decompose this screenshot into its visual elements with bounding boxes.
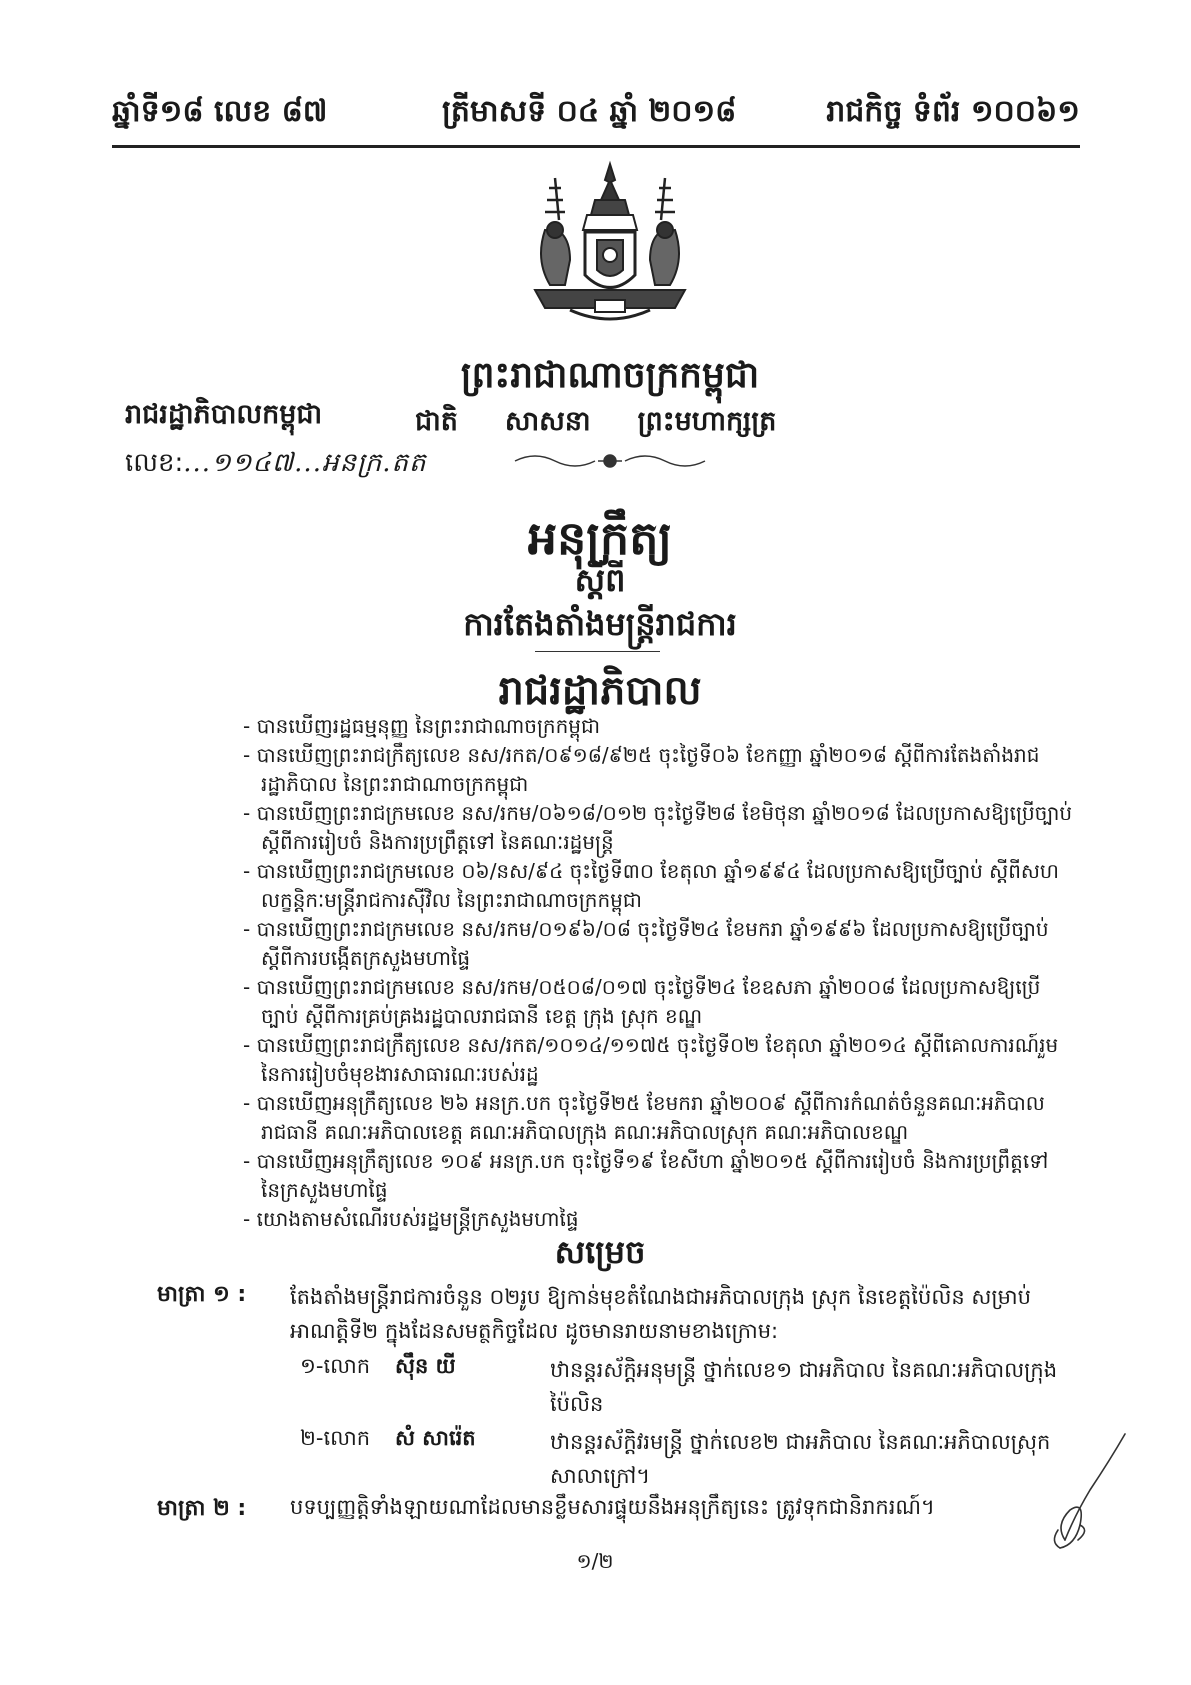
article-1-label: មាត្រា ១ : [157,1282,247,1307]
preamble-list [243,712,1073,1234]
motto-king: ព្រះមហាក្សត្រ [637,406,777,437]
person-1-description: ឋានន្តរស័ក្តិអនុមន្ត្រី ថ្នាក់លេខ១ ជាអភិបាល នៃគណៈអភិបាលក្រុងប៉ៃលិន [550,1358,1058,1416]
preamble-item: - បានឃើញរដ្ឋធម្មនុញ្ញ នៃព្រះរាជាណាចក្រកម្ពុជា [243,714,601,738]
document-subject: ការតែងតាំងមន្ត្រីរាជការ [463,605,737,643]
royal-coat-of-arms-icon [515,160,705,335]
document-number-value: ...១១៤៧...អនក្រ.តត [183,448,427,478]
issuing-authority: រាជរដ្ឋាភិបាល [498,668,702,714]
header-divider [112,145,1080,148]
person-1-number: ១-លោក [300,1354,371,1378]
preamble-item: - បានឃើញព្រះរាជក្រមលេខ នស/រកម/០១៩៦/០៨ ចុះថ្ងៃទី២៤ ខែមករា ឆ្នាំ១៩៩៦ ដែលប្រកាសឱ្យប្រើច្បាប់ ស្តីពីការបង្កើតក្រសួងមហាផ្ទៃ [243,917,1049,970]
preamble-item: - បានឃើញព្រះរាជក្រមលេខ នស/រកម/០៥០៨/០១៧ ចុះថ្ងៃទី២៤ ខែឧសភា ឆ្នាំ២០០៨ ដែលប្រកាសឱ្យប្រើច្បាប់ ស្តីពីការគ្រប់គ្រងរដ្ឋបាលរាជធានី ខេត្ត ក្រុង ស្រុក ខណ្ឌ [243,975,1041,1028]
person-1-name: ស៊ឹន យី [395,1354,456,1378]
preamble-item: - បានឃើញព្រះរាជក្រមលេខ ០៦/នស/៩៤ ចុះថ្ងៃទី៣០ ខែតុលា ឆ្នាំ១៩៩៤ ដែលប្រកាសឱ្យប្រើច្បាប់ ស្តីពីសហលក្ខន្តិកៈមន្ត្រីរាជការស៊ីវិល នៃព្រះរាជាណាចក្រកម្ពុជា [243,859,1059,912]
preamble-item: - បានឃើញព្រះរាជក្រមលេខ នស/រកម/០៦១៨/០១២ ចុះថ្ងៃទី២៨ ខែមិថុនា ឆ្នាំ២០១៨ ដែលប្រកាសឱ្យប្រើច្បាប់ស្តីពីការរៀបចំ និងការប្រព្រឹត្តទៅ នៃគណៈរដ្ឋមន្ត្រី [243,801,1073,854]
person-2-name: សំ សារ៉េត [395,1426,476,1450]
preamble-item: - បានឃើញអនុក្រឹត្យលេខ ២៦ អនក្រ.បក ចុះថ្ងៃទី២៥ ខែមករា ឆ្នាំ២០០៩ ស្តីពីការកំណត់ចំនួនគណៈអភិបាលរាជធានី គណៈអភិបាលខេត្ត គណៈអភិបាលក្រុង គណៈអភិបាលស្រុក គណៈអភិបាលខណ្ឌ [243,1091,1045,1144]
person-2-description: ឋានន្តរស័ក្តិវរមន្ត្រី ថ្នាក់លេខ២ ជាអភិបាល នៃគណៈអភិបាលស្រុកសាលាក្រៅ។ [550,1430,1051,1488]
document-number-label: លេខ: [125,448,184,478]
gazette-issue-info: ឆ្នាំទី១៨ លេខ ៨៧ [112,94,328,129]
kingdom-name: ព្រះរាជាណាចក្រកម្ពុជា [460,355,760,396]
preamble-item: - បានឃើញព្រះរាជក្រឹត្យលេខ នស/រកត/១០១៤/១១៧៥ ចុះថ្ងៃទី០២ ខែតុលា ឆ្នាំ២០១៤ ស្តីពីគោលការណ៍រួម នៃការរៀបចំមុខងារសាធារណៈរបស់រដ្ឋ [243,1033,1059,1086]
motto-religion: សាសនា [504,406,591,437]
preamble-item: - បានឃើញព្រះរាជក្រឹត្យលេខ នស/រកត/០៩១៨/៩២៥ ចុះថ្ងៃទី០៦ ខែកញ្ញា ឆ្នាំ២០១៨ ស្តីពីការតែងតាំងរាជរដ្ឋាភិបាល នៃព្រះរាជាណាចក្រកម្ពុជា [243,743,1040,796]
document-type: អនុក្រឹត្យ [527,511,673,565]
decorative-ornament-icon [510,448,710,474]
page-number: ១/២ [576,1549,614,1573]
gazette-quarter-info: ត្រីមាសទី ០៤ ឆ្នាំ ២០១៨ [442,94,737,129]
gazette-header [112,92,1080,142]
handwritten-signature-icon [1040,1430,1135,1555]
preamble-item: - យោងតាមសំណើរបស់រដ្ឋមន្ត្រីក្រសួងមហាផ្ទៃ [243,1207,579,1231]
person-2-number: ២-លោក [300,1426,371,1450]
issuing-government: រាជរដ្ឋាភិបាលកម្ពុជា [125,399,323,430]
preamble-item: - បានឃើញអនុក្រឹត្យលេខ ១០៩ អនក្រ.បក ចុះថ្ងៃទី១៩ ខែសីហា ឆ្នាំ២០១៥ ស្តីពីការរៀបចំ និងការប្រព្រឹត្តទៅ នៃក្រសួងមហាផ្ទៃ [243,1149,1049,1202]
document-number [125,446,427,484]
national-motto [415,405,855,444]
document-about: ស្តីពី [574,561,626,599]
gazette-page-info: រាជកិច្ច ទំព័រ ១០០៦១ [826,94,1080,129]
title-divider [535,651,660,652]
decision-heading: សម្រេច [554,1233,646,1271]
article-1-text: តែងតាំងមន្ត្រីរាជការចំនួន ០២រូប ឱ្យកាន់មុខតំណែងជាអភិបាលក្រុង ស្រុក នៃខេត្តប៉ៃលិន សម្រាប់អាណត្តិទី២ ក្នុងដែនសមត្ថកិច្ចដែល ដូចមានរាយនាមខាងក្រោម: [290,1285,1031,1343]
article-2-text: បទប្បញ្ញត្តិទាំងឡាយណាដែលមានខ្លឹមសារផ្ទុយនឹងអនុក្រឹត្យនេះ ត្រូវទុកជានិរាករណ៍។ [290,1495,935,1519]
article-2-label: មាត្រា ២ : [157,1496,247,1521]
motto-nation: ជាតិ [415,406,458,437]
